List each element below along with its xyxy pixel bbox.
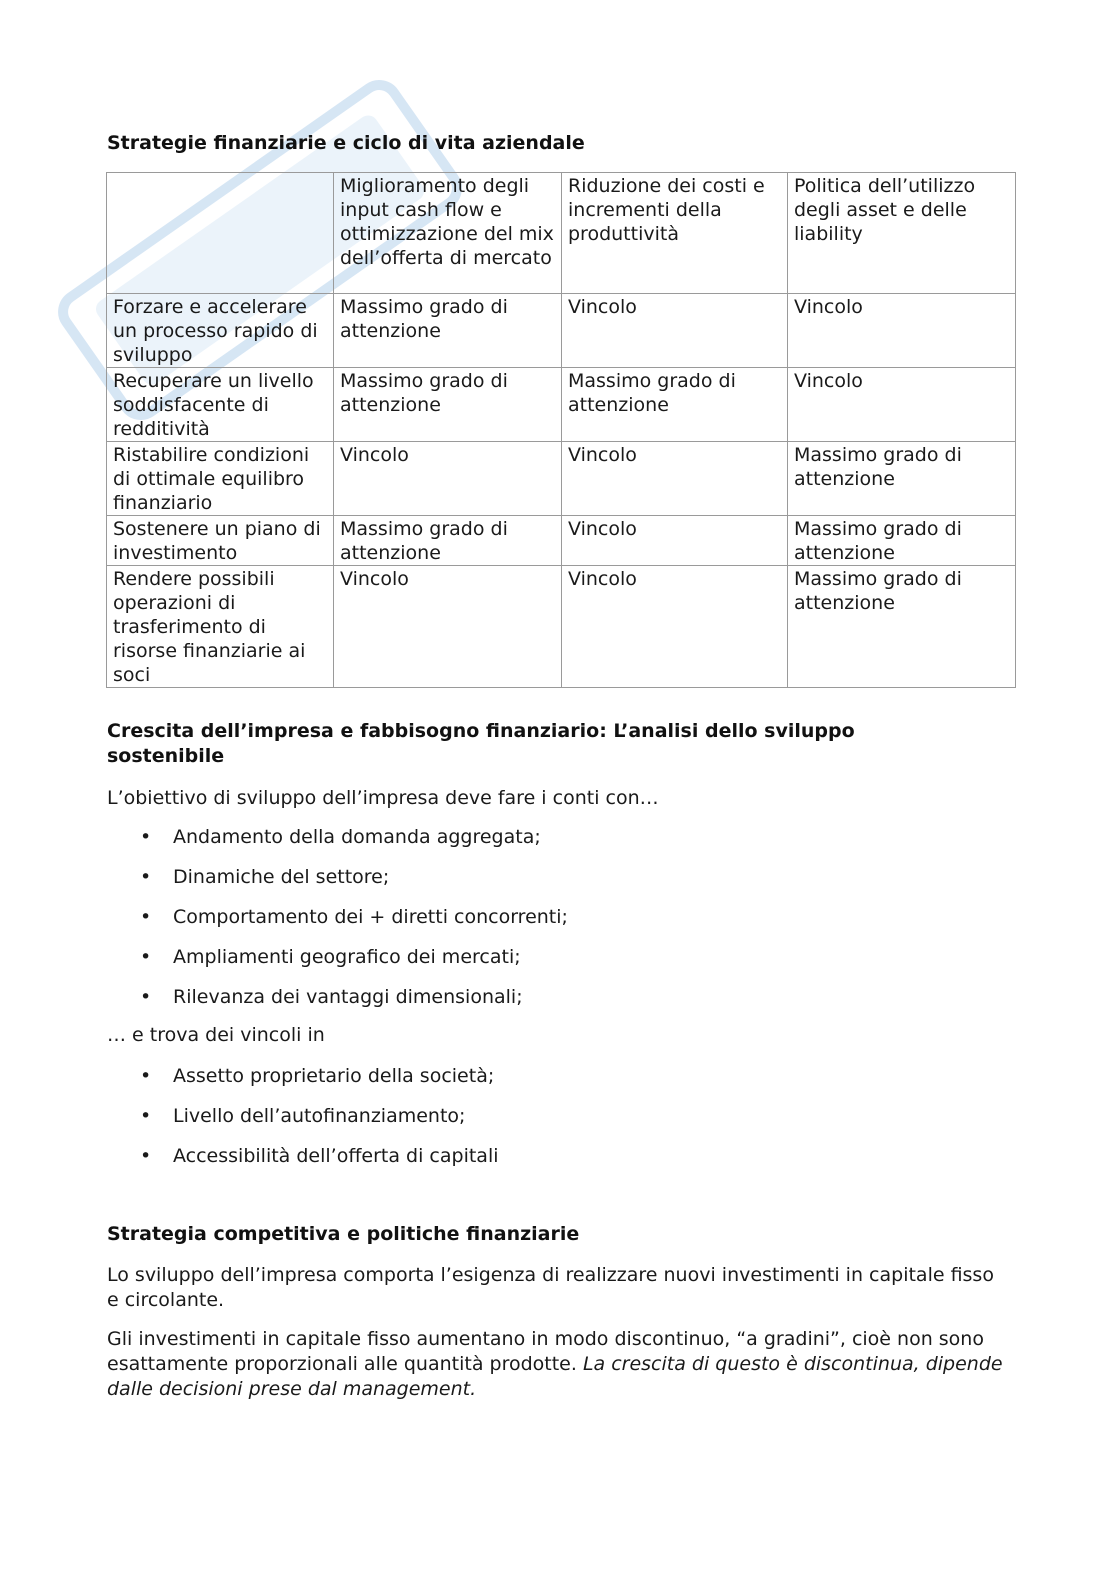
- table-cell: Vincolo: [334, 442, 562, 516]
- list-item-text: Andamento della domanda aggregata;: [173, 826, 541, 848]
- table-row: [107, 516, 1016, 566]
- table-cell: Vincolo: [562, 442, 788, 516]
- table-row: [107, 442, 1016, 516]
- bullet-icon: •: [140, 1105, 152, 1127]
- list-item-text: Ampliamenti geografico dei mercati;: [173, 946, 521, 968]
- table-cell: Vincolo: [788, 294, 1016, 368]
- paragraph-sviluppo: Lo sviluppo dell’impresa comporta l’esigenza di realizzare nuovi investimenti in capitale fisso e circolante.: [107, 1264, 994, 1311]
- table-cell: Massimo grado di attenzione: [334, 294, 562, 368]
- section-title-crescita: Crescita dell’impresa e fabbisogno finanziario: L’analisi dello sviluppo sostenibile: [107, 720, 855, 767]
- list-item-text: Assetto proprietario della società;: [173, 1065, 495, 1087]
- table-header-cell: Riduzione dei costi e incrementi della produttività: [562, 173, 788, 294]
- paragraph-italic-text: La crescita di questo è discontinua, dipende dalle decisioni prese dal management.: [107, 1353, 1003, 1400]
- table-cell: Massimo grado di attenzione: [788, 566, 1016, 688]
- list-item: [107, 905, 568, 945]
- table-row: [107, 566, 1016, 688]
- table-header-cell: Miglioramento degli input cash flow e ottimizzazione del mix dell’offerta di mercato: [334, 173, 562, 294]
- bullet-icon: •: [140, 906, 152, 928]
- table-header-cell: Politica dell’utilizzo degli asset e delle liability: [788, 173, 1016, 294]
- list-item: [107, 1104, 499, 1144]
- list-item: [107, 1144, 499, 1184]
- table-row-label: Rendere possibili operazioni di trasferimento di risorse finanziarie ai soci: [107, 566, 334, 688]
- list-item: [107, 825, 568, 865]
- constraints-intro: … e trova dei vincoli in: [107, 1024, 325, 1046]
- table-row-label: Recuperare un livello soddisfacente di redditività: [107, 368, 334, 442]
- bullet-icon: •: [140, 986, 152, 1008]
- list-item: [107, 945, 568, 985]
- section-title-strategia: Strategia competitiva e politiche finanziarie: [107, 1223, 580, 1245]
- list-item-text: Comportamento dei + diretti concorrenti;: [173, 906, 568, 928]
- table-cell: Massimo grado di attenzione: [334, 516, 562, 566]
- paragraph-investimenti: [107, 1327, 1007, 1402]
- table-header-row: [107, 173, 1016, 294]
- table-cell: Vincolo: [788, 368, 1016, 442]
- table-cell: [107, 173, 334, 294]
- list-item-text: Dinamiche del settore;: [173, 866, 390, 888]
- table-row-label: Forzare e accelerare un processo rapido di sviluppo: [107, 294, 334, 368]
- list-item-text: Livello dell’autofinanziamento;: [173, 1105, 466, 1127]
- list-item-text: Rilevanza dei vantaggi dimensionali;: [173, 986, 523, 1008]
- bullet-icon: •: [140, 826, 152, 848]
- bullet-icon: •: [140, 1065, 152, 1087]
- list-item: [107, 865, 568, 905]
- table-cell: Massimo grado di attenzione: [788, 516, 1016, 566]
- intro-paragraph: L’obiettivo di sviluppo dell’impresa deve fare i conti con…: [107, 787, 659, 809]
- list-item: [107, 985, 568, 1025]
- table-row-label: Ristabilire condizioni di ottimale equilibro finanziario: [107, 442, 334, 516]
- table-cell: Vincolo: [562, 516, 788, 566]
- table-cell: Vincolo: [562, 294, 788, 368]
- list-item: [107, 1064, 499, 1104]
- section-title-strategie: Strategie finanziarie e ciclo di vita aziendale: [107, 132, 585, 154]
- table-cell: Massimo grado di attenzione: [788, 442, 1016, 516]
- list-item-text: Accessibilità dell’offerta di capitali: [173, 1145, 499, 1167]
- table-cell: Vincolo: [562, 566, 788, 688]
- table-cell: Vincolo: [334, 566, 562, 688]
- constraints-list: [107, 1064, 499, 1184]
- paragraph-text: Gli investimenti in capitale fisso aumentano in modo discontinuo, “a gradini”, cioè non sono esattamente proporzionali alle quantità prodotte.: [107, 1328, 984, 1375]
- table-row-label: Sostenere un piano di investimento: [107, 516, 334, 566]
- table-cell: Massimo grado di attenzione: [334, 368, 562, 442]
- strategy-table: [106, 172, 1016, 688]
- table-row: [107, 368, 1016, 442]
- bullet-icon: •: [140, 946, 152, 968]
- growth-factors-list: [107, 825, 568, 1025]
- table-row: [107, 294, 1016, 368]
- bullet-icon: •: [140, 866, 152, 888]
- table-cell: Massimo grado di attenzione: [562, 368, 788, 442]
- bullet-icon: •: [140, 1145, 152, 1167]
